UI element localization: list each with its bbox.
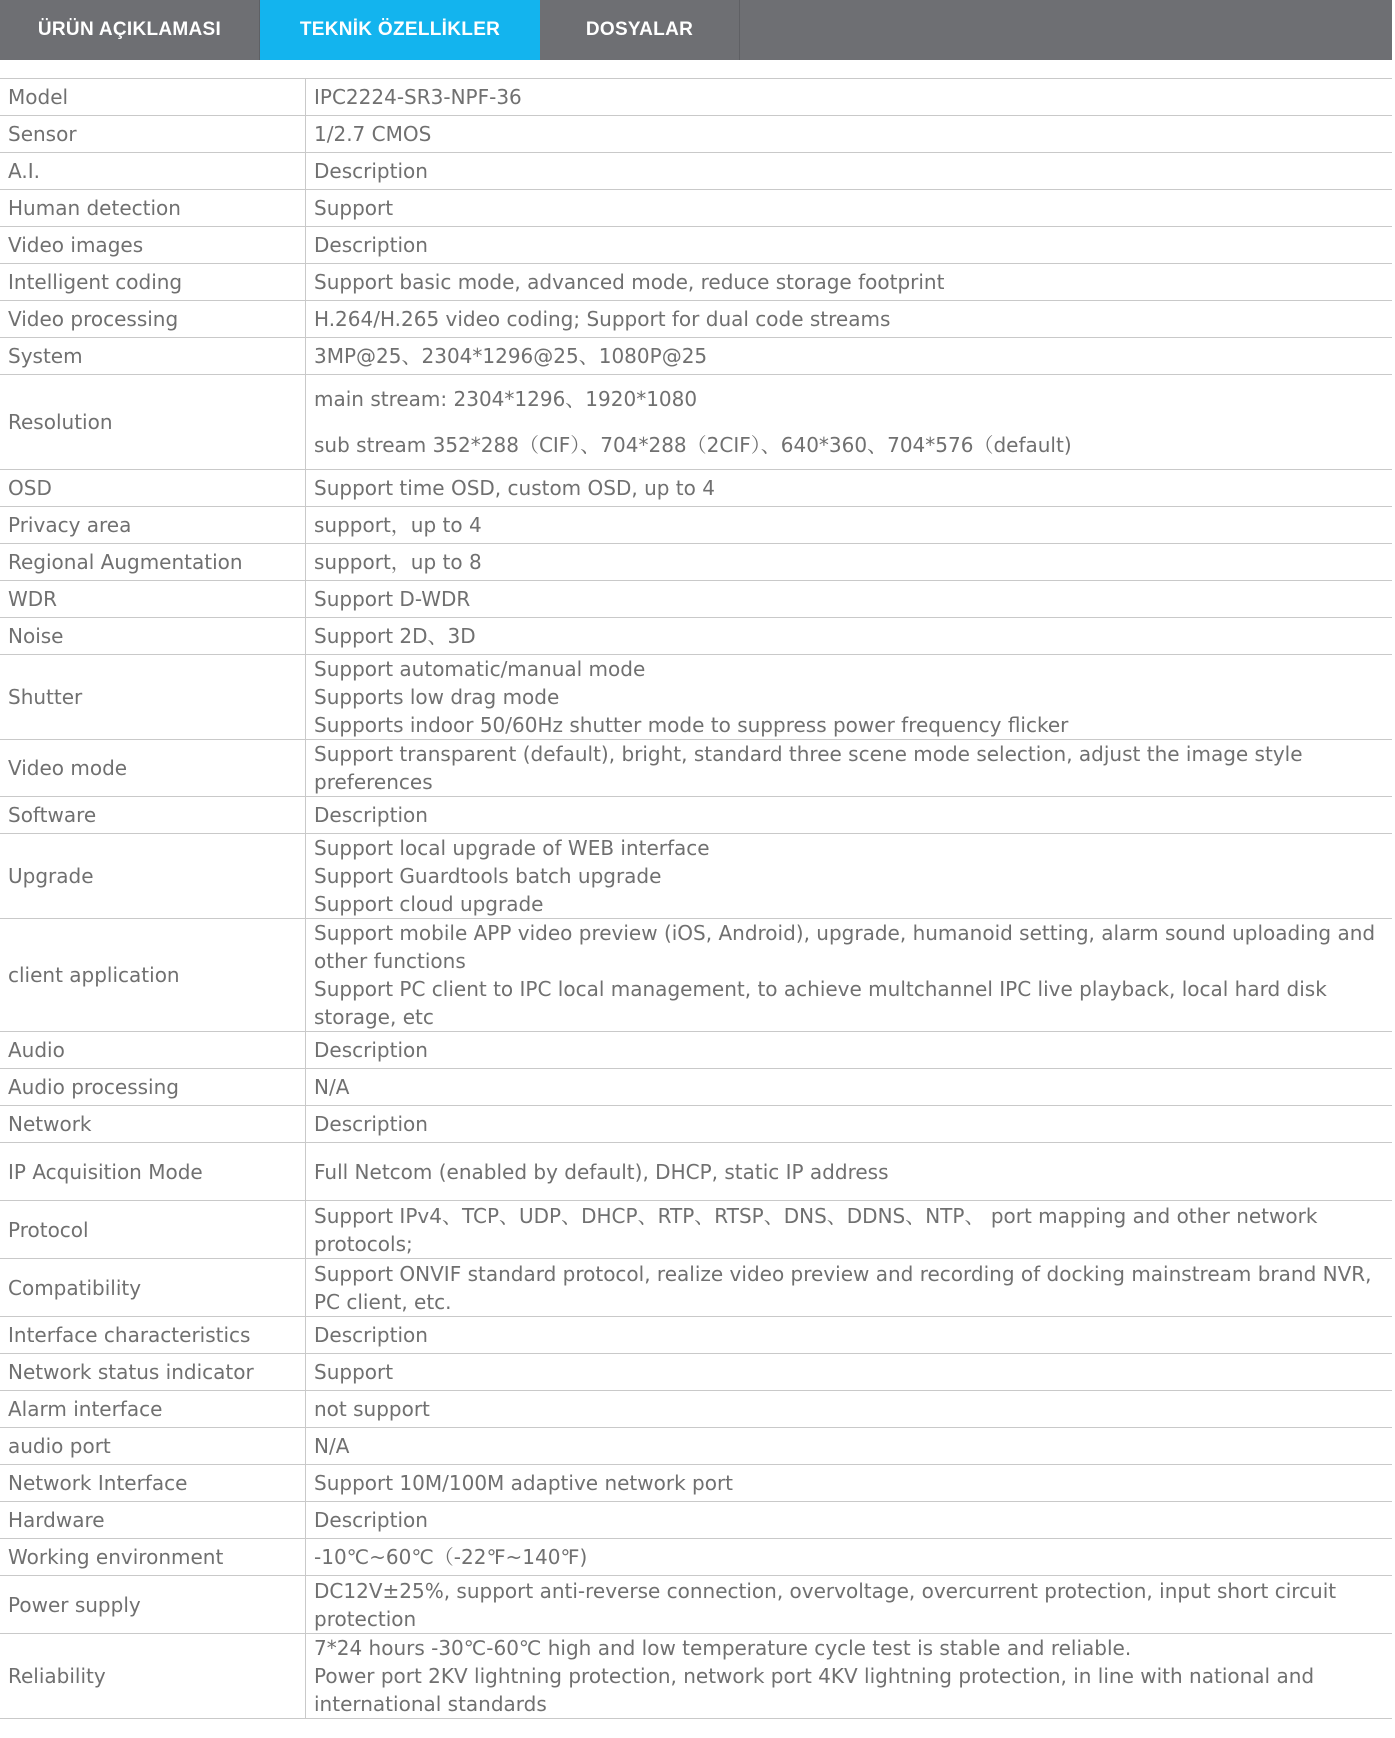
spec-value-line: Support cloud upgrade xyxy=(314,892,544,916)
spec-row xyxy=(0,1539,1395,1576)
spec-value-line: Support local upgrade of WEB interface xyxy=(314,836,710,860)
spec-label: Interface characteristics xyxy=(0,1317,306,1354)
spec-value-line: Description xyxy=(314,803,428,827)
spec-label: Alarm interface xyxy=(0,1391,306,1428)
spec-value xyxy=(306,190,1395,227)
spec-value-line: Support ONVIF standard protocol, realize video preview and recording of docking mainstream brand NVR, PC client, etc. xyxy=(314,1261,1372,1314)
spec-value-line: Description xyxy=(314,159,428,183)
spec-row xyxy=(0,544,1395,581)
spec-value-line: Support Guardtools batch upgrade xyxy=(314,864,662,888)
spec-label: Network status indicator xyxy=(0,1354,306,1391)
spec-row xyxy=(0,618,1395,655)
spec-value-line: N/A xyxy=(314,1075,350,1099)
spec-value-line: Description xyxy=(314,1112,428,1136)
spec-label: Audio processing xyxy=(0,1069,306,1106)
spec-value-line: N/A xyxy=(314,1434,350,1458)
spec-value xyxy=(306,581,1395,618)
spec-row xyxy=(0,375,1395,470)
spec-label: Noise xyxy=(0,618,306,655)
spec-label: System xyxy=(0,338,306,375)
spec-row xyxy=(0,797,1395,834)
spec-value xyxy=(306,740,1395,797)
spec-row xyxy=(0,1634,1395,1719)
spec-row xyxy=(0,79,1395,116)
spec-label: Video mode xyxy=(0,740,306,797)
spec-label: IP Acquisition Mode xyxy=(0,1143,306,1201)
spec-label: Network Interface xyxy=(0,1465,306,1502)
spec-label: audio port xyxy=(0,1428,306,1465)
spec-row xyxy=(0,919,1395,1032)
spec-value-line: support，up to 8 xyxy=(314,550,482,574)
spec-value xyxy=(306,264,1395,301)
spec-value-line: Support xyxy=(314,196,394,220)
spec-value xyxy=(306,1391,1395,1428)
spec-value-line: Full Netcom (enabled by default), DHCP, static IP address xyxy=(314,1159,889,1184)
spec-label: Reliability xyxy=(0,1634,306,1719)
spec-value xyxy=(306,1201,1395,1259)
spec-value-line: Description xyxy=(314,1038,428,1062)
spec-value-line: 3MP@25、2304*1296@25、1080P@25 xyxy=(314,344,708,368)
spec-label: Software xyxy=(0,797,306,834)
spec-label: Sensor xyxy=(0,116,306,153)
spec-value-line: Support basic mode, advanced mode, reduce storage footprint xyxy=(314,270,945,294)
spec-value xyxy=(306,1634,1395,1719)
spec-row xyxy=(0,1106,1395,1143)
spec-row xyxy=(0,1259,1395,1317)
spec-value-line: Support 10M/100M adaptive network port xyxy=(314,1471,734,1495)
spec-label: Upgrade xyxy=(0,834,306,919)
spec-row xyxy=(0,338,1395,375)
spec-value xyxy=(306,227,1395,264)
spec-label: Video images xyxy=(0,227,306,264)
spec-value xyxy=(306,507,1395,544)
spec-value xyxy=(306,1354,1395,1391)
spec-value xyxy=(306,1259,1395,1317)
spec-label: Power supply xyxy=(0,1576,306,1634)
spec-row xyxy=(0,301,1395,338)
spec-row xyxy=(0,1032,1395,1069)
spec-value-line: Support automatic/manual mode xyxy=(314,657,646,681)
tab-files[interactable]: DOSYALAR xyxy=(540,0,740,60)
spec-value xyxy=(306,79,1395,116)
spec-value xyxy=(306,1502,1395,1539)
spec-label: Compatibility xyxy=(0,1259,306,1317)
spec-value-line: Description xyxy=(314,1508,428,1532)
spec-label: Shutter xyxy=(0,655,306,740)
spec-row xyxy=(0,1201,1395,1259)
spec-value-line: Supports indoor 50/60Hz shutter mode to suppress power frequency flicker xyxy=(314,713,1069,737)
spec-value-line: -10℃~60℃（-22℉~140℉) xyxy=(314,1545,588,1569)
tab-bar-filler xyxy=(740,0,1395,60)
spec-value xyxy=(306,655,1395,740)
spec-row xyxy=(0,1069,1395,1106)
spec-value-line: DC12V±25%, support anti-reverse connection, overvoltage, overcurrent protection, input short circuit protection xyxy=(314,1578,1337,1631)
spec-value-line: 1/2.7 CMOS xyxy=(314,122,432,146)
spec-value-line: sub stream 352*288（CIF）、704*288（2CIF）、640*360、704*576（default) xyxy=(314,433,1072,457)
spec-row xyxy=(0,581,1395,618)
spec-label: OSD xyxy=(0,470,306,507)
spec-value xyxy=(306,1069,1395,1106)
spec-value xyxy=(306,153,1395,190)
spec-label: Resolution xyxy=(0,375,306,470)
spec-row xyxy=(0,153,1395,190)
spec-value xyxy=(306,470,1395,507)
spec-value xyxy=(306,919,1395,1032)
spec-row xyxy=(0,1465,1395,1502)
spec-value-line: not support xyxy=(314,1397,430,1421)
spec-row xyxy=(0,1391,1395,1428)
spec-value-line: Support xyxy=(314,1360,394,1384)
spec-label: Human detection xyxy=(0,190,306,227)
spec-row xyxy=(0,740,1395,797)
spec-value-line: Support IPv4、TCP、UDP、DHCP、RTP、RTSP、DNS、DDNS、NTP、 port mapping and other network protocols; xyxy=(314,1203,1318,1256)
spec-value xyxy=(306,1143,1395,1201)
spec-row xyxy=(0,470,1395,507)
spec-value xyxy=(306,1106,1395,1143)
spec-row xyxy=(0,1317,1395,1354)
spec-value xyxy=(306,797,1395,834)
spec-value-line: main stream: 2304*1296、1920*1080 xyxy=(314,387,698,411)
spec-value-line: Support time OSD, custom OSD, up to 4 xyxy=(314,476,715,500)
spec-table xyxy=(0,78,1395,1719)
spec-label: Intelligent coding xyxy=(0,264,306,301)
spec-value xyxy=(306,1317,1395,1354)
spec-row xyxy=(0,1428,1395,1465)
spec-value-line: 7*24 hours -30℃-60℃ high and low temperature cycle test is stable and reliable. xyxy=(314,1636,1132,1660)
spec-label: Video processing xyxy=(0,301,306,338)
tab-product-description[interactable]: ÜRÜN AÇIKLAMASI xyxy=(0,0,260,60)
spec-row xyxy=(0,1576,1395,1634)
spec-value xyxy=(306,834,1395,919)
spec-value-line: Support transparent (default), bright, standard three scene mode selection, adjust the image style preferences xyxy=(314,742,1303,794)
spec-label: Model xyxy=(0,79,306,116)
spec-label: Audio xyxy=(0,1032,306,1069)
spec-value-line: Description xyxy=(314,233,428,257)
spec-row xyxy=(0,190,1395,227)
spec-value-line: H.264/H.265 video coding; Support for dual code streams xyxy=(314,307,891,331)
spec-row xyxy=(0,264,1395,301)
tab-bar xyxy=(0,0,1395,60)
spec-row xyxy=(0,227,1395,264)
spec-value xyxy=(306,1539,1395,1576)
tab-technical-specifications[interactable]: TEKNİK ÖZELLİKLER xyxy=(260,0,540,60)
spec-label: A.I. xyxy=(0,153,306,190)
spec-label: Privacy area xyxy=(0,507,306,544)
spec-value-line: Power port 2KV lightning protection, network port 4KV lightning protection, in line with national and international standards xyxy=(314,1664,1315,1716)
spec-label: Hardware xyxy=(0,1502,306,1539)
spec-value-line: Support PC client to IPC local management, to achieve multchannel IPC live playback, local hard disk storage, etc xyxy=(314,977,1327,1029)
spec-row xyxy=(0,834,1395,919)
spec-label: Protocol xyxy=(0,1201,306,1259)
spec-value xyxy=(306,338,1395,375)
spec-value-line: Support D-WDR xyxy=(314,587,471,611)
spec-value xyxy=(306,116,1395,153)
spec-row xyxy=(0,1354,1395,1391)
spec-value-line: Supports low drag mode xyxy=(314,685,560,709)
spec-value xyxy=(306,1576,1395,1634)
spec-value xyxy=(306,1465,1395,1502)
spec-row xyxy=(0,1502,1395,1539)
spec-value-line: Support mobile APP video preview (iOS, Android), upgrade, humanoid setting, alarm sound uploading and other functions xyxy=(314,921,1376,973)
spec-value-line: Description xyxy=(314,1323,428,1347)
spec-value xyxy=(306,544,1395,581)
spec-label: Regional Augmentation xyxy=(0,544,306,581)
spec-value-line: Support 2D、3D xyxy=(314,624,476,648)
spec-label: Working environment xyxy=(0,1539,306,1576)
spec-row xyxy=(0,116,1395,153)
spec-value-line: support，up to 4 xyxy=(314,513,482,537)
spec-value xyxy=(306,1428,1395,1465)
spec-label: client application xyxy=(0,919,306,1032)
spec-label: Network xyxy=(0,1106,306,1143)
spec-value xyxy=(306,375,1395,470)
spec-label: WDR xyxy=(0,581,306,618)
spec-row xyxy=(0,1143,1395,1201)
spec-value xyxy=(306,301,1395,338)
spec-value xyxy=(306,618,1395,655)
spec-row xyxy=(0,507,1395,544)
spec-value-line: IPC2224-SR3-NPF-36 xyxy=(314,85,522,109)
spec-value xyxy=(306,1032,1395,1069)
spec-row xyxy=(0,655,1395,740)
